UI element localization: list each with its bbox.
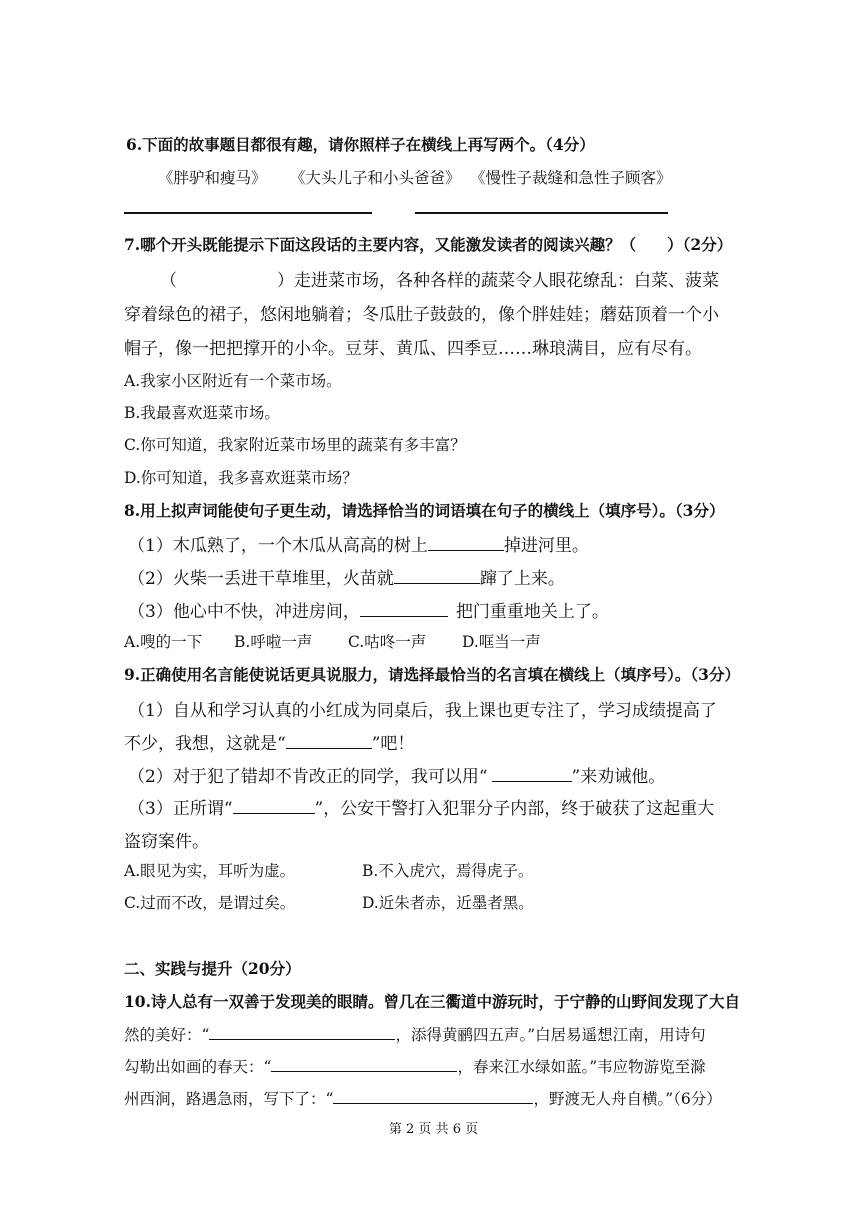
- q6-stem: 6.下面的故事题目都很有趣，请你照样子在横线上再写两个。（4分）: [126, 135, 595, 154]
- q9-s1-text-b: 不少，我想，这就是“: [124, 734, 286, 754]
- q10-l4-text-a: 州西涧，路遇急雨，写下了：“: [124, 1090, 334, 1108]
- q7-paragraph-line-1: [160, 266, 719, 291]
- q10-line-3: [124, 1055, 706, 1077]
- q9-sentence-2: [128, 762, 665, 787]
- q9-s3-text-b: ”，公安干警打入犯罪分子内部，终于破获了这起重大: [314, 799, 715, 819]
- q6-answer-line-2[interactable]: [415, 212, 668, 214]
- q8-s1-blank[interactable]: [428, 534, 504, 551]
- q7-open-paren: （: [160, 271, 177, 291]
- q7-para-text-1: ）走进菜市场，各种各样的蔬菜令人眼花缭乱：白菜、菠菜: [277, 271, 719, 291]
- q8-stem: 8.用上拟声词能使句子更生动，请选择恰当的词语填在句子的横线上（填序号）。（3分）: [124, 501, 725, 520]
- q9-s1-text-c: ”吧！: [371, 734, 415, 754]
- q9-option-c: C.过而不改，是谓过矣。: [124, 894, 296, 912]
- q8-s3-blank[interactable]: [360, 600, 448, 617]
- q10-l2-text-b: ，添得黄鹂四五声。”白居易遥想江南，用诗句: [395, 1026, 706, 1044]
- q8-s3-text-a: （3）他心中不快，冲进房间，: [128, 602, 360, 622]
- q6-title-3: 《慢性子裁缝和急性子顾客》: [470, 169, 672, 187]
- q8-option-a: A.嗖的一下: [124, 633, 203, 651]
- q8-sentence-2: [128, 564, 565, 589]
- q8-s3-text-b: 把门重重地关上了。: [455, 602, 609, 622]
- q8-s2-text-a: （2）火柴一丢进干草堆里，火苗就: [128, 569, 394, 589]
- q10-l3-text-a: 勾勒出如画的春天：“: [124, 1058, 272, 1076]
- q9-s2-text-b: ”来劝诫他。: [571, 767, 666, 787]
- q8-option-b: B.呼啦一声: [234, 633, 313, 651]
- q6-title-2: 《大头儿子和小头爸爸》: [290, 169, 461, 187]
- q9-sentence-3-line-1: [128, 794, 714, 819]
- q9-s3-text-a: （3）正所谓“: [128, 799, 233, 819]
- q10-line-1: 10.诗人总有一双善于发现美的眼睛。曾几在三衢道中游玩时，于宁静的山野间发现了大自: [124, 992, 740, 1011]
- q10-blank-3[interactable]: [333, 1087, 533, 1104]
- q8-s2-text-b: 蹿了上来。: [479, 569, 565, 589]
- q7-stem: 7.哪个开头既能提示下面这段话的主要内容，又能激发读者的阅读兴趣？（ ）（2分）: [124, 235, 733, 254]
- page-number: 第 2 页 共 6 页: [388, 1122, 479, 1137]
- q8-s2-blank[interactable]: [394, 567, 480, 584]
- q7-paragraph-line-3: 帽子，像一把把撑开的小伞。豆芽、黄瓜、四季豆……琳琅满目，应有尽有。: [124, 339, 702, 359]
- q9-option-d: D.近朱者赤，近墨者黑。: [362, 894, 534, 912]
- section-2-title: 二、实践与提升（20分）: [124, 959, 301, 978]
- q9-option-b: B.不入虎穴，焉得虎子。: [362, 862, 534, 880]
- q9-s2-text-a: （2）对于犯了错却不肯改正的同学，我可以用“: [128, 767, 488, 787]
- q7-option-c: C.你可知道，我家附近菜市场里的蔬菜有多丰富？: [124, 436, 466, 454]
- q10-line-4: [124, 1087, 722, 1109]
- q10-blank-2[interactable]: [271, 1055, 457, 1072]
- q9-s3-blank[interactable]: [233, 797, 315, 814]
- q10-l4-text-b: ，野渡无人舟自横。”（6分）: [533, 1090, 722, 1108]
- q8-sentence-3: [128, 597, 609, 622]
- q9-sentence-1-line-2: [124, 729, 414, 754]
- q9-s2-blank[interactable]: [492, 765, 572, 782]
- q7-option-d: D.你可知道，我多喜欢逛菜市场？: [124, 469, 358, 487]
- q7-paragraph-line-2: 穿着绿色的裙子，悠闲地躺着；冬瓜肚子鼓鼓的，像个胖娃娃；蘑菇顶着一个小: [124, 305, 719, 325]
- q7-option-b: B.我最喜欢逛菜市场。: [124, 404, 280, 422]
- q7-option-a: A.我家小区附近有一个菜市场。: [124, 372, 342, 390]
- q10-l3-text-b: ，春来江水绿如蓝。”韦应物游览至滁: [457, 1058, 706, 1076]
- q8-option-d: D.哐当一声: [462, 633, 541, 651]
- q9-stem: 9.正确使用名言能使说话更具说服力，请选择最恰当的名言填在横线上（填序号）。（3分）: [124, 665, 740, 684]
- q8-sentence-1: [128, 531, 589, 556]
- q10-l2-text-a: 然的美好：“: [124, 1026, 210, 1044]
- q9-option-a: A.眼见为实，耳听为虚。: [124, 862, 296, 880]
- q8-s1-text-b: 掉进河里。: [503, 536, 589, 556]
- q8-option-c: C.咕咚一声: [348, 633, 427, 651]
- q8-s1-text-a: （1）木瓜熟了，一个木瓜从高高的树上: [128, 536, 428, 556]
- q9-sentence-1-line-1: （1）自从和学习认真的小红成为同桌后，我上课也更专注了，学习成绩提高了: [128, 701, 717, 721]
- q6-answer-line-1[interactable]: [124, 212, 372, 214]
- q9-sentence-3-line-2: 盗窃案件。: [124, 832, 209, 852]
- q10-line-2: [124, 1023, 706, 1045]
- q10-blank-1[interactable]: [209, 1023, 395, 1040]
- q6-title-1: 《胖驴和瘦马》: [158, 169, 267, 187]
- q9-s1-blank[interactable]: [286, 732, 372, 749]
